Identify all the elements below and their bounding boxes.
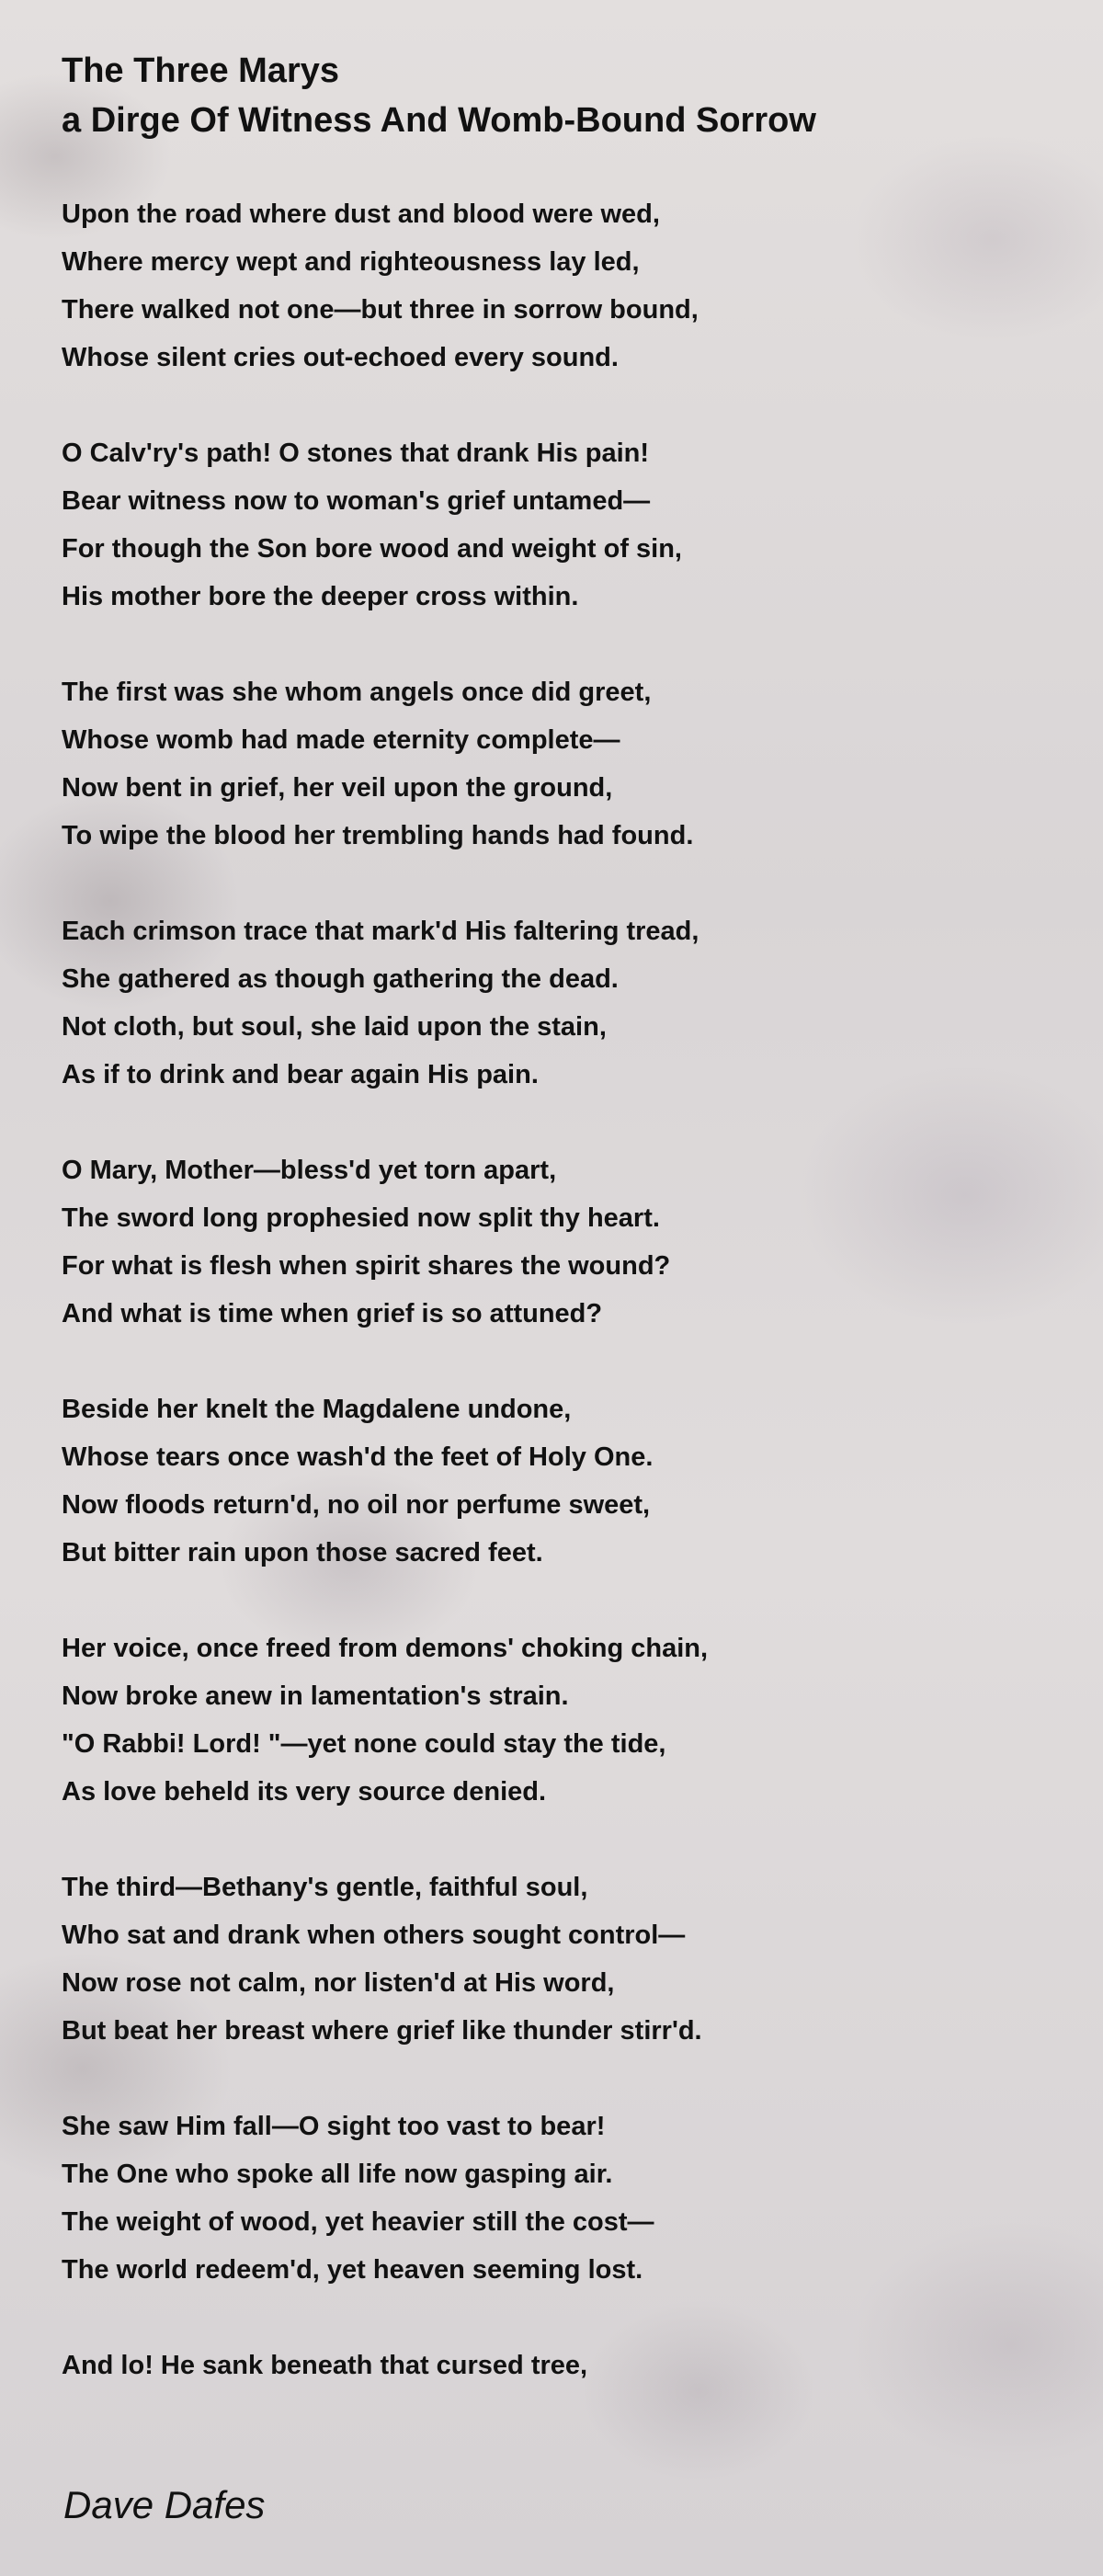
poem-subtitle: a Dirge Of Witness And Womb-Bound Sorrow — [62, 101, 816, 140]
stanza-5 — [62, 1146, 1054, 1338]
stanza-4 — [62, 907, 1054, 1099]
poem-line: The world redeem'd, yet heaven seeming lost. — [62, 2255, 643, 2285]
poem-line: To wipe the blood her trembling hands had found. — [62, 821, 694, 850]
poem-title-line-1: The Three Marys — [62, 51, 339, 90]
poem-line: The first was she whom angels once did greet, — [62, 678, 652, 707]
poem-line: Whose womb had made eternity complete— — [62, 725, 620, 755]
poem-line: The sword long prophesied now split thy heart. — [62, 1203, 660, 1233]
poem-line: Who sat and drank when others sought control— — [62, 1921, 686, 1950]
poem-line: But beat her breast where grief like thunder stirr'd. — [62, 2016, 702, 2046]
poem-line: Now floods return'd, no oil nor perfume sweet, — [62, 1490, 651, 1520]
poem-line: O Mary, Mother—bless'd yet torn apart, — [62, 1156, 557, 1185]
poem-line: The third—Bethany's gentle, faithful soul, — [62, 1873, 588, 1902]
poem-line: For though the Son bore wood and weight of sin, — [62, 534, 682, 564]
poem-author: Dave Dafes — [63, 2483, 266, 2526]
stanza-9 — [62, 2103, 1054, 2294]
poem-body — [62, 190, 1054, 2389]
poem-line: For what is flesh when spirit shares the wound? — [62, 1251, 671, 1281]
poem-line: The weight of wood, yet heavier still the cost— — [62, 2207, 654, 2237]
poem-line: O Calv'ry's path! O stones that drank His pain! — [62, 439, 650, 468]
poem-line: Not cloth, but soul, she laid upon the stain, — [62, 1012, 607, 1042]
poem-line: There walked not one—but three in sorrow bound, — [62, 295, 699, 325]
stanza-7 — [62, 1624, 1054, 1816]
poem-line: And what is time when grief is so attuned? — [62, 1299, 603, 1328]
stanza-10 — [62, 2342, 1054, 2389]
poem-line: "O Rabbi! Lord! "—yet none could stay the tide, — [62, 1729, 666, 1759]
poem-line: Upon the road where dust and blood were wed, — [62, 199, 660, 229]
stanza-3 — [62, 668, 1054, 860]
poem-line: She saw Him fall—O sight too vast to bear! — [62, 2112, 606, 2141]
poem — [62, 46, 1054, 2437]
poem-title — [62, 46, 1054, 145]
poem-line: But bitter rain upon those sacred feet. — [62, 1538, 543, 1567]
poem-line: Where mercy wept and righteousness lay led, — [62, 247, 640, 277]
poem-line: Now rose not calm, nor listen'd at His word, — [62, 1968, 615, 1998]
stanza-8 — [62, 1864, 1054, 2055]
stanza-1 — [62, 190, 1054, 382]
poem-line: Each crimson trace that mark'd His faltering tread, — [62, 917, 699, 946]
poem-line: Beside her knelt the Magdalene undone, — [62, 1395, 572, 1424]
poem-line: Her voice, once freed from demons' choking chain, — [62, 1634, 709, 1663]
poem-line: As if to drink and bear again His pain. — [62, 1060, 539, 1089]
poem-line: Bear witness now to woman's grief untamed— — [62, 486, 651, 516]
poem-line: Whose silent cries out-echoed every sound. — [62, 343, 619, 372]
poem-line: Now broke anew in lamentation's strain. — [62, 1681, 569, 1711]
poem-line: His mother bore the deeper cross within. — [62, 582, 579, 611]
poem-line: Whose tears once wash'd the feet of Holy One. — [62, 1442, 654, 1472]
poem-line: Now bent in grief, her veil upon the ground, — [62, 773, 613, 803]
poem-line: As love beheld its very source denied. — [62, 1777, 547, 1807]
stanza-2 — [62, 429, 1054, 621]
stanza-6 — [62, 1385, 1054, 1577]
poem-line: And lo! He sank beneath that cursed tree, — [62, 2351, 588, 2380]
poem-line: The One who spoke all life now gasping air. — [62, 2160, 613, 2189]
poem-line: She gathered as though gathering the dead. — [62, 964, 619, 994]
